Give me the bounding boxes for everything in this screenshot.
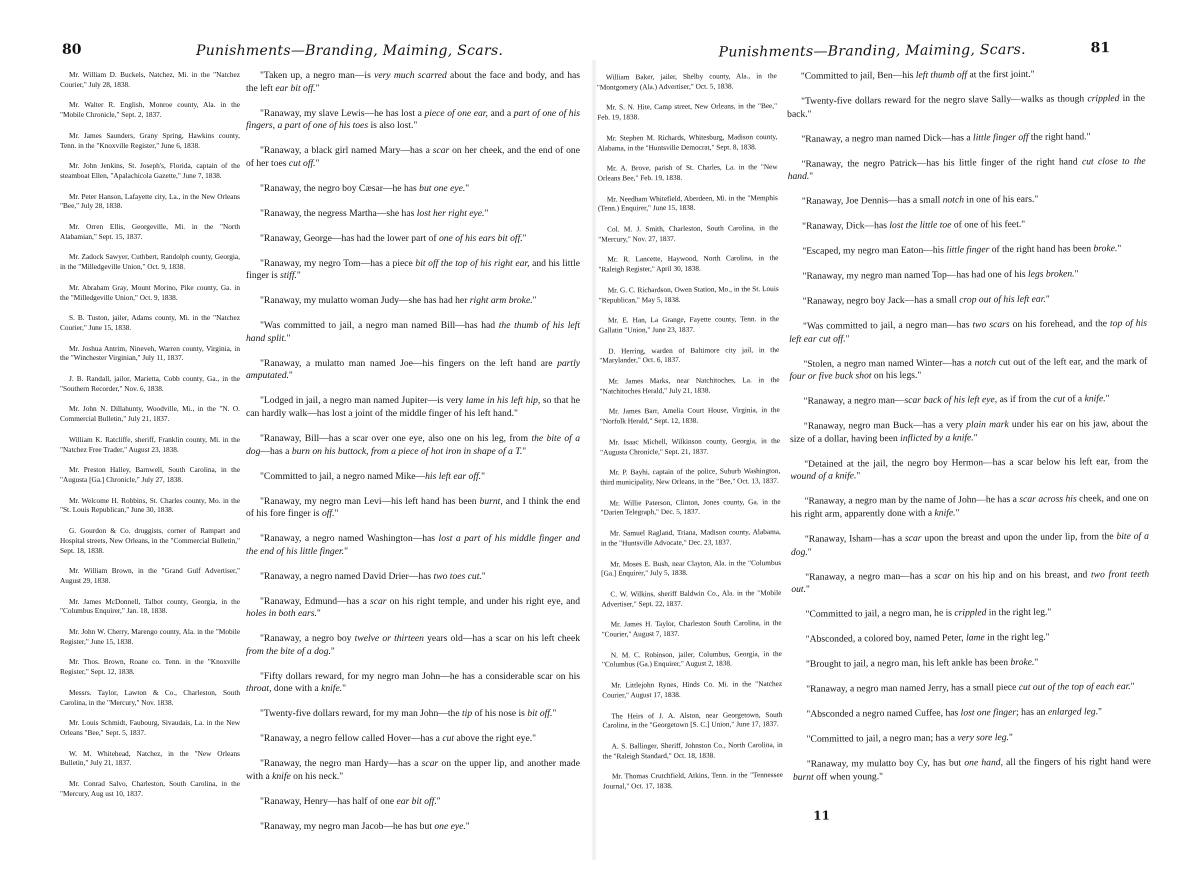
left-advertisement-text: "Ranaway, George—has had the lower part of one of his ears bit off." bbox=[260, 232, 527, 244]
right-source-citation: D. Herring, warden of Baltimore city jail, in the "Marylander," Oct. 6, 1837. bbox=[599, 344, 780, 365]
italic-emphasis: throat, bbox=[246, 683, 272, 695]
italic-emphasis: scar back of his left eye, bbox=[904, 394, 998, 407]
right-advertisement-text: "Ranaway, Joe Dennis—has a small notch in one of his ears." bbox=[801, 193, 1039, 207]
italic-emphasis: two toes cut. bbox=[433, 570, 482, 582]
right-advertisement-text: "Escaped, my negro man Eaton—his little finger of the right hand has been broke." bbox=[802, 243, 1122, 257]
right-source-citation: Col. M. J. Smith, Charleston, South Carolina, in the "Mercury," Nov. 27, 1837. bbox=[598, 223, 779, 244]
left-source-citation: W. M. Whitehead, Natchez, in the "New Orleans Bulletin," July 21, 1837. bbox=[60, 748, 240, 768]
left-advertisement-text: "Ranaway, my slave Lewis—he has lost a piece of one ear, and a part of one of his fingers, a part of one of his toes is also lost." bbox=[246, 107, 581, 132]
right-advertisement-text: "Ranaway, a negro man named Jerry, has a small piece cut out of the top of each ear." bbox=[806, 680, 1135, 695]
right-advertisement-text: "Brought to jail, a negro man, his left ankle has been broke." bbox=[805, 656, 1039, 670]
italic-emphasis: burnt bbox=[792, 771, 814, 783]
right-page-number: 81 bbox=[1090, 40, 1111, 57]
italic-emphasis: burn on his buttock, from a piece of hot iron in shape of a T. bbox=[291, 445, 523, 457]
left-source-citation: Mr. William Brown, in the "Grand Gulf Advertiser," August 29, 1838. bbox=[60, 566, 240, 585]
left-source-citation: Mr. Conrad Salvo, Charleston, South Carolina, in the "Mercury, Aug ust 10, 1837. bbox=[60, 779, 240, 798]
left-advertisement-text: "Ranaway, a black girl named Mary—has a scar on her cheek, and the end of one of her toes cut off." bbox=[246, 145, 580, 169]
right-source-citation: The Heirs of J. A. Alston, near Georgetown, South Carolina, in the "Georgetown [S. C.] Union," June 17, 1837. bbox=[602, 709, 783, 730]
left-source-citation: Mr. Zadock Sawyer, Cuthbert, Randolph county, Georgia, in the "Milledgeville Union," Oct. 9, 1838. bbox=[60, 252, 240, 272]
italic-emphasis: right arm broke. bbox=[469, 295, 533, 307]
right-advertisement-text: "Ranaway, a negro man—scar back of his left eye, as if from the cut of a knife." bbox=[803, 393, 1110, 408]
right-advertisement-text: "Absconded a negro named Cuffee, has lost one finger; has an enlarged leg." bbox=[806, 706, 1103, 720]
left-advertisement-text: "Ranaway, a mulatto man named Joe—his fingers on the left hand are partly amputated." bbox=[246, 357, 580, 382]
italic-emphasis: partly amputated. bbox=[246, 357, 580, 382]
left-source-citation: Mr. Louis Schmidt, Faubourg, Sivaudais, La. in the New Orleans "Bee," Sept. 5, 1837. bbox=[60, 718, 240, 737]
italic-emphasis: scar bbox=[369, 595, 387, 607]
left-advertisement-text: "Taken up, a negro man—is very much scarred about the face and body, and has the left ear bit off." bbox=[246, 70, 581, 94]
left-advertisement-text: "Ranaway, my negro man Jacob—he has but one eye." bbox=[260, 820, 470, 832]
right-source-citation: Mr. Littlejohn Rynes, Hinds Co. Mi. in the "Natchez Courier," August 17, 1838. bbox=[602, 679, 783, 700]
left-advertisement-text: "Ranaway, the negro boy Cæsar—he has but one eye." bbox=[260, 182, 470, 194]
italic-emphasis: cut bbox=[1053, 393, 1066, 405]
right-running-head bbox=[595, 39, 1197, 66]
italic-emphasis: left thumb off bbox=[915, 69, 968, 81]
italic-emphasis: lost a part of his middle finger and the end of his little finger. bbox=[246, 533, 580, 557]
left-advertisement-text: "Fifty dollars reward, for my negro man John—he has a considerable scar on his throat, done with a knife." bbox=[246, 670, 580, 695]
right-source-citation: Mr. S. N. Hite, Camp street, New Orleans, in the "Bee," Feb. 19, 1838. bbox=[597, 101, 778, 122]
left-advertisement-text: "Ranaway, the negress Martha—she has lost her right eye." bbox=[260, 207, 489, 219]
right-advertisement-text: "Ranaway, my negro man named Top—has had one of his legs broken." bbox=[802, 268, 1079, 282]
left-source-citation: Mr. Joshua Antrim, Nineveh, Warren county, Virginia, in the "Winchester Virginian," July 11, 1837. bbox=[60, 343, 240, 363]
right-source-citation: A. S. Ballinger, Sheriff, Johnston Co., North Carolina, in the "Raleigh Standard," Oct. 18, 1838. bbox=[602, 739, 783, 761]
italic-emphasis: holes in both ears. bbox=[246, 608, 317, 620]
italic-emphasis: two scars bbox=[972, 319, 1010, 331]
left-source-citation: Mr. Abraham Gray, Mount Morino, Pike county, Ga. in the "Milledgeville Union," Oct. 9, 1838. bbox=[60, 282, 240, 302]
right-page bbox=[594, 0, 1200, 887]
right-advertisement-text: "Was committed to jail, a negro man—has two scars on his forehead, and the top of his left ear cut off." bbox=[789, 317, 1148, 345]
right-advertisement-text: "Detained at the jail, the negro boy Hermon—has a scar below his left ear, from the wound of a knife." bbox=[790, 455, 1149, 483]
italic-emphasis: scar bbox=[421, 758, 439, 770]
left-source-citation: J. B. Randall, jailor, Marietta, Cobb county, Ga., in the "Southern Recorder," Nov. 6, 1838. bbox=[60, 374, 240, 393]
italic-emphasis: lost one finger bbox=[960, 706, 1017, 719]
italic-emphasis: scar bbox=[432, 145, 450, 157]
right-source-citation: Mr. James Marks, near Natchitoches, La. in the "Natchitoches Herald," July 21, 1838. bbox=[599, 375, 780, 396]
right-source-citation: Mr. Needham Whitefield, Aberdeen, Mi. in the "Memphis (Tenn.) Enquirer," June 15, 1838. bbox=[597, 192, 778, 213]
italic-emphasis: off. bbox=[321, 508, 335, 520]
italic-emphasis: wound of a knife. bbox=[790, 470, 857, 483]
left-advertisement-text: "Ranaway, my negro Tom—has a piece bit off the top of his right ear, and his little finger is stiff." bbox=[246, 257, 580, 282]
left-source-citation: Mr. Orren Ellis, Georgeville, Mi. in the "North Alabamian," Sept. 15, 1837. bbox=[60, 222, 240, 241]
right-source-citation: Mr. R. Lancette, Haywood, North Carolina, in the "Raleigh Register," April 30, 1838. bbox=[598, 253, 779, 274]
italic-emphasis: broke. bbox=[1093, 243, 1118, 255]
italic-emphasis: but one eye. bbox=[419, 182, 466, 194]
italic-emphasis: crippled bbox=[1087, 93, 1120, 105]
italic-emphasis: very much scarred bbox=[374, 70, 447, 81]
italic-emphasis: stiff. bbox=[280, 270, 297, 282]
left-advertisement-text: "Ranaway, my negro man Levi—his left hand has been burnt, and I think the end of his fore finger is off." bbox=[246, 495, 580, 520]
italic-emphasis: part of one of his fingers, a part of one of his toes bbox=[246, 107, 581, 132]
left-advertisement-text: "Lodged in jail, a negro man named Jupiter—is very lame in his left hip, so that he can hardly walk—has lost a joint of the middle finger of his left hand." bbox=[246, 395, 580, 419]
left-source-citation: Mr. William D. Buckels, Natchez, Mi. in the "Natchez Courier," July 28, 1838. bbox=[60, 70, 240, 89]
left-advertisement-text: "Ranaway, the negro man Hardy—has a scar on the upper lip, and another made with a knife on his neck." bbox=[246, 758, 580, 782]
left-source-citation: Messrs. Taylor, Lawton & Co., Charleston, South Carolina, in the "Mercury," Nov. 1838. bbox=[60, 687, 240, 707]
italic-emphasis: scar bbox=[904, 532, 922, 544]
italic-emphasis: notch bbox=[974, 356, 996, 368]
right-advertisement-text: "Committed to jail, a negro man, he is crippled in the right leg." bbox=[805, 606, 1052, 620]
italic-emphasis: legs broken. bbox=[1027, 268, 1075, 280]
left-source-citation: S. B. Tuston, jailer, Adams county, Mi. in the "Natchez Courier," June 15, 1838. bbox=[60, 313, 240, 332]
italic-emphasis: very sore leg. bbox=[957, 732, 1009, 744]
right-source-citation: Mr. Isaac Michell, Wilkinson county, Georgia, in the "Augusta Chronicle," Sept. 21, 1837. bbox=[600, 435, 781, 457]
right-source-citation: Mr. Thomas Crutchfield, Atkins, Tenn. in the "Tennessee Journal," Oct. 17, 1838. bbox=[602, 770, 783, 791]
left-source-citation: Mr. Welcome H. Robbins, St. Charles county, Mo. in the "St. Louis Republican," June 30, 1838. bbox=[60, 495, 240, 515]
italic-emphasis: broke. bbox=[1010, 656, 1035, 669]
italic-emphasis: cut off. bbox=[288, 157, 316, 169]
left-advertisement-text: "Ranaway, a negro named Washington—has lost a part of his middle finger and the end of his little finger." bbox=[246, 533, 580, 557]
italic-emphasis: lame in his left hip, bbox=[465, 395, 541, 407]
italic-emphasis: two front teeth out. bbox=[791, 568, 1150, 596]
left-source-citation: Mr. Peter Hanson, Lafayette city, La., in the New Orleans "Bee," July 28, 1838. bbox=[60, 191, 240, 211]
right-source-citation: Mr. Moses E. Bush, near Clayton, Ala. in the "Columbus [Ga.] Enquirer," July 5, 1838. bbox=[601, 557, 782, 578]
left-page bbox=[0, 0, 590, 884]
italic-emphasis: knife bbox=[272, 770, 291, 782]
right-source-column bbox=[597, 71, 783, 802]
right-source-citation: Mr. James Barr, Amelia Court House, Virginia, in the "Norfolk Herald," Sept. 12, 1838. bbox=[599, 405, 780, 426]
right-source-citation: C. W. Wilkins, sheriff Baldwin Co., Ala. in the "Mobile Advertiser," Sept. 22, 1837. bbox=[601, 587, 782, 609]
italic-emphasis: lame bbox=[966, 632, 985, 644]
left-source-citation: Mr. Preston Halley, Barnwell, South Carolina, in the "Augusta [Ga.] Chronicle," July 27, 1838. bbox=[60, 465, 240, 484]
left-advertisement-text: "Committed to jail, a negro named Mike—his left ear off." bbox=[260, 470, 486, 482]
right-advertisement-text: "Ranaway, the negro Patrick—has his little finger of the right hand cut close to the hand." bbox=[787, 155, 1146, 183]
italic-emphasis: knife. bbox=[321, 683, 343, 695]
italic-emphasis: the thumb of his left hand split. bbox=[246, 320, 580, 344]
italic-emphasis: lost her right eye. bbox=[416, 207, 485, 219]
italic-emphasis: little finger bbox=[946, 244, 990, 256]
right-advertisement-text: "Twenty-five dollars reward for the negro slave Sally—walks as though crippled in the back." bbox=[787, 92, 1146, 120]
left-advertisement-text: "Ranaway, a negro boy twelve or thirteen years old—has a scar on his left cheek from the bite of a dog." bbox=[246, 633, 580, 657]
italic-emphasis: bit off. bbox=[527, 708, 553, 720]
italic-emphasis: one of his ears bit off. bbox=[438, 232, 523, 244]
italic-emphasis: enlarged leg. bbox=[1047, 706, 1099, 718]
right-advertisement-text: "Ranaway, a negro man by the name of John—he has a scar across his cheek, and one on his right arm, apparently done with a knife." bbox=[790, 493, 1149, 520]
left-running-title: Punishments—Branding, Maiming, Scars. bbox=[196, 43, 504, 59]
right-advertisement-text: "Committed to jail, Ben—his left thumb off at the first joint." bbox=[800, 68, 1035, 82]
left-advertisement-text: "Ranaway, a negro fellow called Hover—has a cut above the right eye." bbox=[260, 733, 537, 745]
italic-emphasis: cut close to the hand. bbox=[787, 155, 1146, 183]
right-advertisement-text: "Ranaway, Dick—has lost the little toe of one of his feet." bbox=[802, 218, 1026, 232]
right-advertisement-text: "Ranaway, a negro man—has a scar on his hip and on his breast, and two front teeth out." bbox=[791, 568, 1150, 596]
right-advertisement-text: "Ranaway, my mulatto boy Cy, has but one hand, all the fingers of his right hand were burnt off when young." bbox=[792, 755, 1151, 783]
left-source-citation: Mr. John W. Cherry, Marengo county, Ala. in the "Mobile Register," June 15, 1838. bbox=[60, 627, 240, 646]
left-source-column bbox=[60, 70, 240, 809]
left-page-number: 80 bbox=[62, 42, 82, 58]
italic-emphasis: plain mark bbox=[966, 419, 1009, 431]
right-source-citation: Mr. Samuel Ragland, Triana, Madison county, Alabama, in the "Huntsville Advocate," Dec. 23, 1837. bbox=[600, 527, 781, 548]
right-source-citation: Mr. Stephen M. Richards, Whitesburg, Madison county, Alabama, in the "Huntsville Democrat," Sept. 8, 1838. bbox=[597, 131, 778, 153]
italic-emphasis: ear bit off. bbox=[396, 795, 437, 807]
right-source-citation: Mr. A. Brove, parish of St. Charles, La. in the "New Orleans Bee," Feb. 19, 1838. bbox=[597, 162, 778, 183]
right-source-citation: Mr. James H. Taylor, Charleston South Carolina, in the "Courier," August 7, 1837. bbox=[601, 618, 782, 639]
left-source-citation: G. Gourdon & Co. druggists, corner of Rampart and Hospital streets, New Orleans, in the "Commercial Bulletin," Sept. 18, 1838. bbox=[60, 526, 240, 555]
left-advertisement-text: "Twenty-five dollars reward, for my man John—the tip of his nose is bit off." bbox=[260, 708, 557, 720]
italic-emphasis: one hand, bbox=[964, 757, 1004, 769]
right-footer-number: 11 bbox=[813, 808, 831, 823]
italic-emphasis: cut bbox=[442, 733, 455, 745]
italic-emphasis: lost the little toe bbox=[889, 219, 952, 232]
italic-emphasis: bite of a dog. bbox=[790, 530, 1149, 558]
left-source-citation: Mr. John N. Dillahunty, Woodville, Mi., in the "N. O. Commercial Bulletin," July 21, 1837. bbox=[60, 404, 240, 424]
italic-emphasis: burnt, bbox=[479, 495, 503, 507]
italic-emphasis: four or five buck shot bbox=[789, 370, 872, 383]
right-source-citation: William Baker, jailer, Shelby county, Ala., in the "Montgomery (Ala.) Advertiser," Oct. 5, 1838. bbox=[596, 71, 777, 92]
right-advertisement-text: "Committed to jail, a negro man; has a very sore leg." bbox=[806, 732, 1013, 745]
left-source-citation: Mr. Thos. Brown, Roane co. Tenn. in the "Knoxville Register," Sept. 12, 1838. bbox=[60, 657, 240, 677]
right-advertisement-text: "Stolen, a negro man named Winter—has a notch cut out of the left ear, and the mark of four or five buck shot on his legs." bbox=[789, 355, 1148, 383]
right-source-citation: Mr. G. C. Richardson, Owen Station, Mo., in the St. Louis "Republican," May 5, 1838. bbox=[598, 283, 779, 305]
italic-emphasis: scar across his bbox=[1019, 493, 1077, 506]
right-advertisement-column bbox=[787, 68, 1151, 797]
left-source-citation: Mr. Walter R. English, Monroe county, Ala. in the "Mobile Chronicle," Sept. 2, 1837. bbox=[60, 100, 240, 120]
right-source-citation: Mr. Willie Paterson, Clinton, Jones county, Ga. in the "Darien Telegraph," Dec. 5, 1837. bbox=[600, 496, 781, 517]
right-advertisement-text: "Ranaway, negro boy Jack—has a small crop out of his left ear." bbox=[802, 293, 1050, 307]
italic-emphasis: knife. bbox=[934, 507, 956, 519]
italic-emphasis: scar bbox=[934, 570, 951, 582]
left-advertisement-text: "Ranaway, Bill—has a scar over one eye, also one on his leg, from the bite of a dog—has a burn on his buttock, from a piece of hot iron in shape of a T." bbox=[246, 432, 580, 457]
italic-emphasis: one eye. bbox=[434, 820, 466, 832]
left-advertisement-column bbox=[246, 70, 580, 846]
italic-emphasis: ear bit off. bbox=[275, 82, 316, 94]
left-source-citation: William K. Ratcliffe, sheriff, Franklin county, Mi. in the "Natchez Free Trader," August 23, 1838. bbox=[60, 434, 240, 454]
left-advertisement-text: "Was committed to jail, a negro man named Bill—has had the thumb of his left hand split." bbox=[246, 320, 580, 344]
italic-emphasis: knife. bbox=[1084, 393, 1106, 405]
left-source-citation: Mr. James Saunders, Grany Spring, Hawkins county, Tenn. in the "Knoxville Register," June 6, 1838. bbox=[60, 130, 240, 150]
left-source-citation: Mr. James McDonnell, Talbot county, Georgia, in the "Columbus Enquirer," Jan. 18, 1838. bbox=[60, 596, 240, 616]
left-source-citation: Mr. John Jenkins, St. Joseph's, Florida, captain of the steamboat Ellen, "Apalachicola Gazette," June 7, 1838. bbox=[60, 161, 240, 180]
italic-emphasis: his left ear off. bbox=[425, 470, 482, 482]
left-advertisement-text: "Ranaway, a negro named David Drier—has two toes cut." bbox=[260, 570, 486, 582]
italic-emphasis: inflicted by a knife. bbox=[900, 432, 974, 444]
italic-emphasis: cut out of the top of each ear. bbox=[1018, 681, 1131, 693]
italic-emphasis: little finger off bbox=[972, 131, 1029, 143]
left-running-head bbox=[0, 42, 590, 64]
italic-emphasis: crippled bbox=[954, 607, 987, 619]
italic-emphasis: top of his left ear cut off. bbox=[789, 317, 1148, 345]
italic-emphasis: twelve or thirteen bbox=[354, 633, 424, 645]
left-advertisement-text: "Ranaway, my mulatto woman Judy—she has had her right arm broke." bbox=[260, 295, 537, 307]
right-advertisement-text: "Ranaway, a negro man named Dick—has a little finger off the right hand." bbox=[801, 130, 1091, 145]
italic-emphasis: tip bbox=[462, 708, 473, 720]
right-source-citation: Mr. P. Bayhi, captain of the police, Suburb Washington, third municipality, New Orleans, in the "Bee," Oct. 13, 1837. bbox=[600, 466, 781, 487]
right-advertisement-text: "Ranaway, Isham—has a scar upon the breast and upon the under lip, from the bite of a dog." bbox=[790, 530, 1149, 558]
right-running-title: Punishments—Branding, Maiming, Scars. bbox=[718, 41, 1026, 61]
left-advertisement-text: "Ranaway, Henry—has half of one ear bit off." bbox=[260, 795, 441, 807]
right-advertisement-text: "Absconded, a colored boy, named Peter, lame in the right leg." bbox=[805, 631, 1050, 645]
right-advertisement-text: "Ranaway, negro man Buck—has a very plain mark under his ear on his jaw, about the size of a dollar, having been inflicted by a knife." bbox=[789, 418, 1148, 445]
right-source-citation: N. M. C. Robinson, jailer, Columbus, Georgia, in the "Columbus (Ga.) Enquirer," August 2, 1838. bbox=[601, 648, 782, 670]
italic-emphasis: crop out of his left ear. bbox=[959, 293, 1046, 306]
right-source-citation: Mr. E. Han, La Grange, Fayette county, Tenn. in the Gallatin "Union," June 23, 1837. bbox=[598, 314, 779, 335]
italic-emphasis: piece of one ear, bbox=[424, 107, 488, 119]
italic-emphasis: from the bite of a dog. bbox=[246, 645, 331, 657]
italic-emphasis: the bite of a dog bbox=[246, 432, 580, 457]
italic-emphasis: notch bbox=[942, 194, 965, 206]
italic-emphasis: bit off the top of his right ear, bbox=[415, 257, 530, 269]
left-advertisement-text: "Ranaway, Edmund—has a scar on his right temple, and under his right eye, and holes in both ears." bbox=[246, 595, 580, 620]
